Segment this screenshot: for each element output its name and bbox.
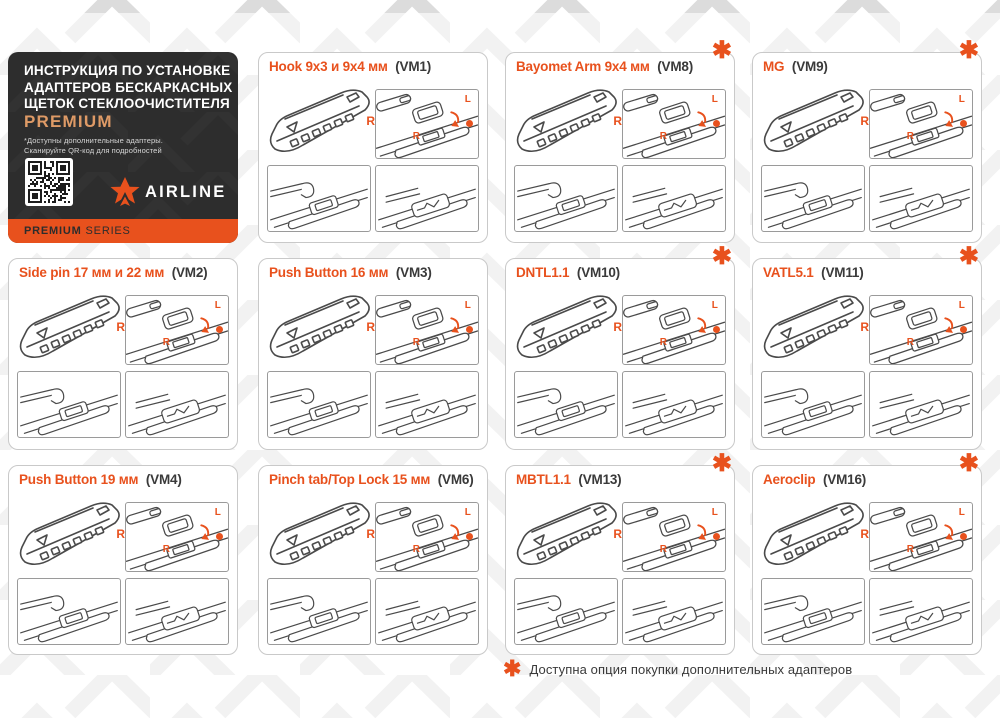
orange-dot-marker [216,533,223,540]
panel-title [269,472,474,487]
adapter-name: Push Button 16 мм [269,265,389,280]
left-side-label: L [711,300,718,312]
orange-dot-marker [960,120,967,127]
left-side-label: L [214,507,221,519]
optional-adapter-asterisk-icon: ✱ [958,450,979,477]
adapter-name: Side pin 17 мм и 22 мм [19,265,165,280]
install-step-3-illustration [125,371,229,438]
install-step-1-illustration [622,295,726,365]
install-step-2-illustration [267,578,371,645]
panel-title [516,472,621,487]
left-side-label: L [464,300,471,312]
install-step-3-illustration [869,578,973,645]
adapter-panel [505,37,735,243]
panel-title [516,59,693,74]
right-side-label: R [412,544,420,556]
install-step-1-illustration [869,89,973,159]
panel-title [516,265,620,280]
install-step-2-illustration [761,165,865,232]
right-side-label: R [613,320,622,334]
install-step-3-illustration [869,165,973,232]
right-side-label: R [659,337,667,349]
optional-adapter-asterisk-icon: ✱ [711,243,732,270]
adapter-code: (VM1) [395,59,431,74]
orange-dot-marker [466,533,473,540]
orange-dot-marker [960,533,967,540]
adapter-code: (VM13) [578,472,622,487]
legend-text: Доступна опция покупки дополнительных адаптеров [529,661,853,677]
adapter-name: Hook 9x3 и 9x4 мм [269,59,388,74]
panel-title [763,472,866,487]
adapter-name: MBTL1.1 [516,472,571,487]
install-step-2-illustration [17,578,121,645]
right-side-label: R [162,544,170,556]
install-step-2-illustration [761,578,865,645]
orange-dot-marker [960,326,967,333]
adapter-name: MG [763,59,785,74]
right-side-label: R [659,544,667,556]
install-step-1-illustration [869,295,973,365]
adapter-name: Aeroclip [763,472,816,487]
adapter-code: (VM6) [437,472,474,487]
brand-info-panel [8,52,238,243]
right-side-label: R [366,320,375,334]
adapter-code: (VM2) [171,265,208,280]
left-side-label: L [711,94,718,106]
left-side-label: L [958,507,965,519]
install-step-2-illustration [17,371,121,438]
install-step-1-illustration [375,89,479,159]
adapter-panel [752,450,982,655]
panel-title [19,265,207,280]
orange-dot-marker [466,120,473,127]
install-step-3-illustration [622,371,726,438]
install-step-1-illustration [622,502,726,572]
right-side-label: R [613,114,622,128]
install-step-1-illustration [375,502,479,572]
premium-label: PREMIUM [24,112,113,131]
right-side-label: R [906,337,914,349]
adapter-panel [258,52,488,243]
install-step-1-illustration [622,89,726,159]
right-side-label: R [613,527,622,541]
adapter-panel [752,37,982,243]
right-side-label: R [860,114,869,128]
optional-adapter-asterisk-icon: ✱ [711,450,732,477]
install-step-2-illustration [267,371,371,438]
adapter-panel [258,258,488,450]
install-step-3-illustration [375,371,479,438]
panel-title [19,472,182,487]
adapter-panel [8,258,238,450]
install-step-2-illustration [514,165,618,232]
right-side-label: R [906,544,914,556]
install-step-2-illustration [514,371,618,438]
asterisk-icon: ✱ [503,656,522,681]
install-step-2-illustration [514,578,618,645]
adapter-code: (VM10) [576,265,620,280]
left-side-label: L [958,300,965,312]
right-side-label: R [860,320,869,334]
orange-dot-marker [466,326,473,333]
optional-adapter-asterisk-icon: ✱ [711,37,732,64]
adapter-panel [505,450,735,655]
install-step-3-illustration [622,165,726,232]
panel-title [763,59,828,74]
qr-code [25,158,73,206]
adapter-code: (VM16) [822,472,867,487]
install-step-2-illustration [761,371,865,438]
right-side-label: R [116,527,125,541]
airline-logo [108,172,230,212]
adapter-code: (VM9) [791,59,828,74]
orange-dot-marker [216,326,223,333]
adapter-code: (VM8) [657,59,693,74]
brand-name: AIRLINE [145,182,227,201]
install-step-1-illustration [125,295,229,365]
orange-dot-marker [713,533,720,540]
optional-adapter-asterisk-icon: ✱ [958,37,979,64]
airline-star-icon [108,176,142,208]
right-side-label: R [412,131,420,143]
adapter-code: (VM11) [821,265,864,280]
right-side-label: R [906,131,914,143]
adapter-panel [752,243,982,450]
adapter-panel [505,243,735,450]
left-side-label: L [214,300,221,312]
install-step-1-illustration [375,295,479,365]
install-step-3-illustration [375,165,479,232]
right-side-label: R [412,337,420,349]
left-side-label: L [958,94,965,106]
adapter-name: Pinch tab/Top Lock 15 мм [269,472,431,487]
adapter-name: Bayomet Arm 9x4 мм [516,59,650,74]
right-side-label: R [860,527,869,541]
adapter-panel [8,465,238,655]
install-step-3-illustration [125,578,229,645]
right-side-label: R [366,114,375,128]
right-side-label: R [162,337,170,349]
install-step-2-illustration [267,165,371,232]
install-step-3-illustration [869,371,973,438]
orange-dot-marker [713,326,720,333]
install-step-1-illustration [125,502,229,572]
instruction-title: ИНСТРУКЦИЯ ПО УСТАНОВКЕ АДАПТЕРОВ БЕСКАРКАСНЫХ ЩЕТОК СТЕКЛООЧИСТИТЕЛЯ [24,63,233,111]
install-step-3-illustration [375,578,479,645]
install-step-1-illustration [869,502,973,572]
right-side-label: R [659,131,667,143]
right-side-label: R [366,527,375,541]
adapter-code: (VM3) [395,265,432,280]
panel-title [763,265,863,280]
left-side-label: L [464,94,471,106]
adapter-panel [258,465,488,655]
panel-title [269,265,432,280]
orange-dot-marker [713,120,720,127]
install-step-3-illustration [622,578,726,645]
adapter-name: DNTL1.1 [516,265,570,280]
qr-note: *Доступны дополнительные адаптеры. Сканируйте QR-код для подробностей [24,136,163,155]
adapter-code: (VM4) [145,472,182,487]
left-side-label: L [711,507,718,519]
right-side-label: R [116,320,125,334]
left-side-label: L [464,507,471,519]
asterisk-legend [503,658,852,680]
premium-series-strip: PREMIUM SERIES [8,219,238,243]
adapter-name: VATL5.1 [763,265,814,280]
panel-title [269,59,431,74]
optional-adapter-asterisk-icon: ✱ [958,243,979,270]
adapter-name: Push Button 19 мм [19,472,139,487]
